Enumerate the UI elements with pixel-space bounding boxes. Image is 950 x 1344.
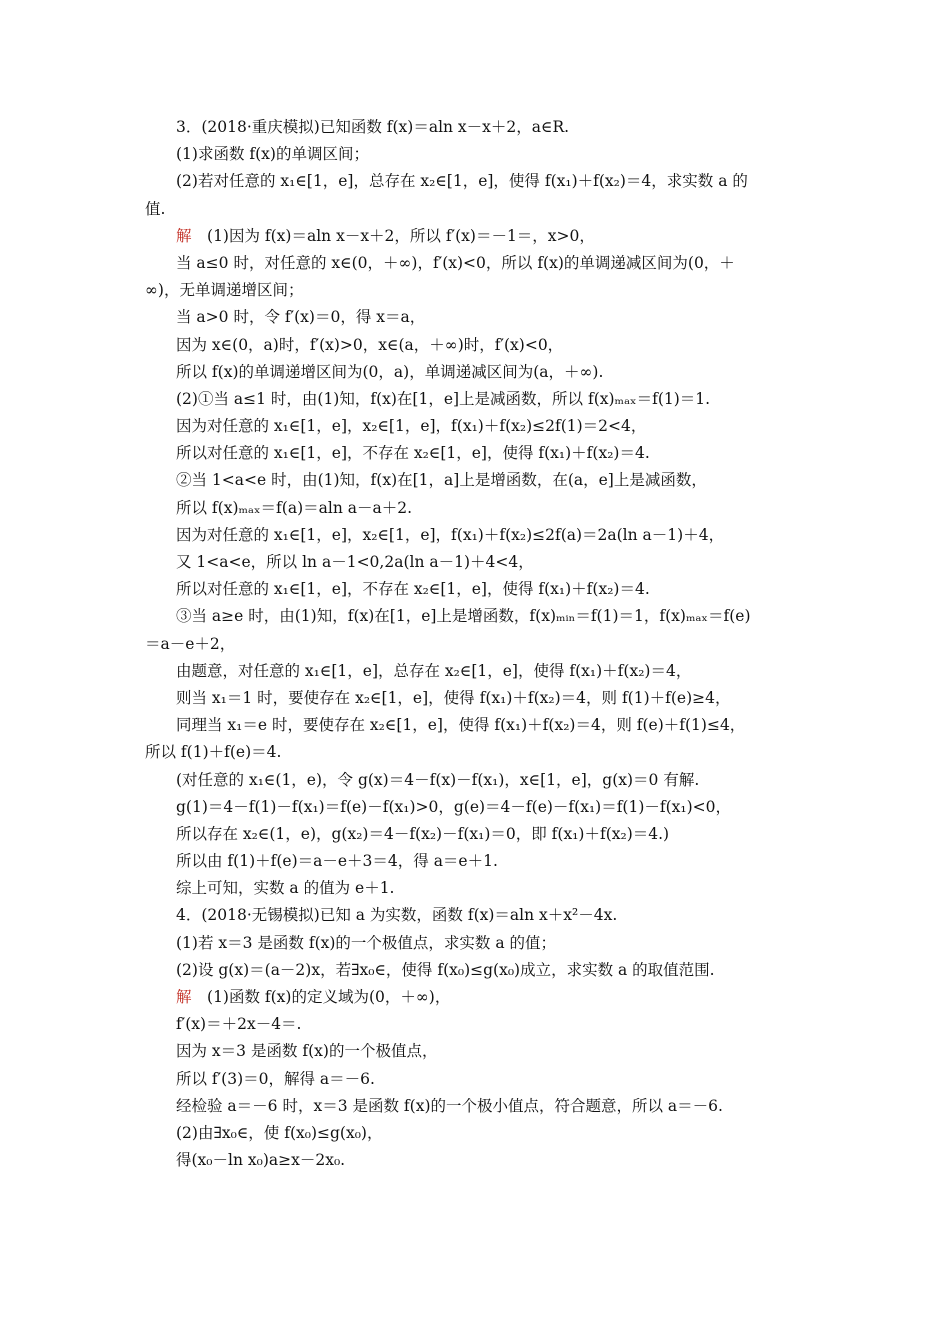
line-text: 4．(2018·无锡模拟)已知 a 为实数，函数 f(x)＝aln x＋x²－4x. — [176, 906, 618, 925]
text-line — [145, 549, 813, 576]
line-text: (1)求函数 f(x)的单调区间； — [176, 145, 369, 164]
text-line — [145, 1038, 813, 1065]
line-text: 所以 f(x)ₘₐₓ＝f(a)＝aln a－a＋2. — [176, 498, 413, 517]
line-text: 所以对任意的 x₁∈[1，e]，不存在 x₂∈[1，e]，使得 f(x₁)＋f(x₂)＝4. — [176, 444, 650, 463]
text-line — [145, 114, 813, 141]
line-text: 所以由 f(1)＋f(e)＝a－e＋3＝4，得 a＝e＋1. — [176, 852, 498, 871]
line-text: 由题意，对任意的 x₁∈[1，e]，总存在 x₂∈[1，e]，使得 f(x₁)＋f(x₂)＝4， — [176, 661, 692, 680]
text-line — [145, 332, 813, 359]
line-text: 所以 f′(3)＝0，解得 a＝－6. — [176, 1069, 375, 1088]
line-text: 因为对任意的 x₁∈[1，e]，x₂∈[1，e]，f(x₁)＋f(x₂)≤2f(a)＝2a(ln a－1)＋4， — [176, 525, 725, 544]
line-text: (2)①当 a≤1 时，由(1)知，f(x)在[1，e]上是减函数，所以 f(x)ₘₐₓ＝f(1)＝1. — [176, 389, 711, 408]
line-text: 值. — [145, 199, 166, 218]
text-line — [145, 1120, 813, 1147]
line-text: 又 1<a<e，所以 ln a－1<0,2a(ln a－1)＋4<4， — [176, 553, 534, 571]
text-line — [145, 168, 813, 195]
line-text: 综上可知，实数 a 的值为 e＋1. — [176, 879, 395, 898]
solution-label: 解 — [176, 988, 192, 1006]
text-line — [145, 902, 813, 929]
text-line — [145, 821, 813, 848]
text-line — [145, 767, 813, 794]
text-line — [145, 631, 813, 658]
text-line — [145, 1093, 813, 1120]
text-line — [145, 304, 813, 331]
text-line — [145, 576, 813, 603]
line-text: (1)函数 f(x)的定义域为(0，＋∞)， — [191, 988, 451, 1006]
line-text: 则当 x₁＝1 时，要使存在 x₂∈[1，e]，使得 f(x₁)＋f(x₂)＝4，则 f(1)＋f(e)≥4， — [176, 688, 731, 707]
text-line — [145, 957, 813, 984]
line-text: (2)设 g(x)＝(a－2)x，若∃x₀∈，使得 f(x₀)≤g(x₀)成立，求实数 a 的取值范围. — [176, 960, 715, 979]
text-line — [145, 467, 813, 494]
text-line — [145, 685, 813, 712]
line-text: 同理当 x₁＝e 时，要使存在 x₂∈[1，e]，使得 f(x₁)＋f(x₂)＝4，则 f(e)＋f(1)≤4， — [176, 716, 746, 735]
line-text: 得(x₀－ln x₀)a≥x－2x₀. — [176, 1151, 346, 1170]
line-text: g(1)＝4－f(1)－f(x₁)＝f(e)－f(x₁)>0，g(e)＝4－f(e)－f(x₁)＝f(1)－f(x₁)<0， — [176, 797, 732, 816]
text-line — [145, 141, 813, 168]
text-line — [145, 875, 813, 902]
line-text: 所以对任意的 x₁∈[1，e]，不存在 x₂∈[1，e]，使得 f(x₁)＋f(x₂)＝4. — [176, 580, 650, 599]
text-line — [145, 603, 813, 630]
text-line — [145, 196, 813, 223]
line-text: ∞)，无单调递增区间； — [145, 281, 304, 300]
text-line — [145, 495, 813, 522]
line-text: 经检验 a＝－6 时，x＝3 是函数 f(x)的一个极小值点，符合题意，所以 a＝－6. — [176, 1096, 723, 1115]
line-text: ②当 1<a<e 时，由(1)知，f(x)在[1，a]上是增函数，在(a，e]上是减函数， — [176, 471, 707, 490]
text-line — [145, 930, 813, 957]
line-text: 当 a>0 时，令 f′(x)＝0，得 x＝a， — [176, 308, 426, 327]
text-line — [145, 794, 813, 821]
text-line — [145, 984, 813, 1011]
line-text: 所以存在 x₂∈(1，e)，g(x₂)＝4－f(x₂)－f(x₁)＝0，即 f(x₁)＋f(x₂)＝4.) — [176, 824, 670, 843]
line-text: (2)若对任意的 x₁∈[1，e]，总存在 x₂∈[1，e]，使得 f(x₁)＋f(x₂)＝4，求实数 a 的 — [176, 172, 748, 191]
text-line — [145, 658, 813, 685]
line-text: 3．(2018·重庆模拟)已知函数 f(x)＝aln x－x＋2，a∈R. — [176, 118, 570, 136]
text-line — [145, 1011, 813, 1038]
text-line — [145, 739, 813, 766]
text-line — [145, 848, 813, 875]
text-line — [145, 1066, 813, 1093]
line-text: 因为 x＝3 是函数 f(x)的一个极值点， — [176, 1042, 438, 1061]
line-text: 因为 x∈(0，a)时，f′(x)>0，x∈(a，＋∞)时，f′(x)<0， — [176, 335, 564, 354]
line-text: ＝a－e＋2， — [145, 634, 236, 653]
text-line — [145, 1147, 813, 1174]
text-line — [145, 250, 813, 277]
line-text: ③当 a≥e 时，由(1)知，f(x)在[1，e]上是增函数，f(x)ₘᵢₙ＝f(1)＝1，f(x)ₘₐₓ＝f(e) — [176, 607, 751, 626]
line-text: f′(x)＝＋2x－4＝. — [176, 1015, 302, 1034]
text-line — [145, 223, 813, 250]
text-line — [145, 386, 813, 413]
document-body — [145, 114, 813, 1174]
line-text: (2)由∃x₀∈，使 f(x₀)≤g(x₀)， — [176, 1123, 383, 1142]
line-text: 当 a≤0 时，对任意的 x∈(0，＋∞)，f′(x)<0，所以 f(x)的单调递减区间为(0，＋ — [176, 253, 735, 272]
line-text: 所以 f(1)＋f(e)＝4. — [145, 743, 282, 762]
text-line — [145, 277, 813, 304]
line-text: 所以 f(x)的单调递增区间为(0，a)，单调递减区间为(a，＋∞). — [176, 362, 604, 381]
line-text: (对任意的 x₁∈(1，e)，令 g(x)＝4－f(x)－f(x₁)，x∈[1，e]，g(x)＝0 有解. — [176, 770, 700, 789]
text-line — [145, 359, 813, 386]
text-line — [145, 712, 813, 739]
text-line — [145, 522, 813, 549]
solution-label: 解 — [176, 226, 192, 245]
text-line — [145, 413, 813, 440]
line-text: (1)因为 f(x)＝aln x－x＋2，所以 f′(x)＝－1＝，x>0， — [191, 226, 595, 245]
line-text: (1)若 x＝3 是函数 f(x)的一个极值点，求实数 a 的值； — [176, 933, 557, 952]
text-line — [145, 440, 813, 467]
line-text: 因为对任意的 x₁∈[1，e]，x₂∈[1，e]，f(x₁)＋f(x₂)≤2f(1)＝2<4， — [176, 417, 647, 436]
